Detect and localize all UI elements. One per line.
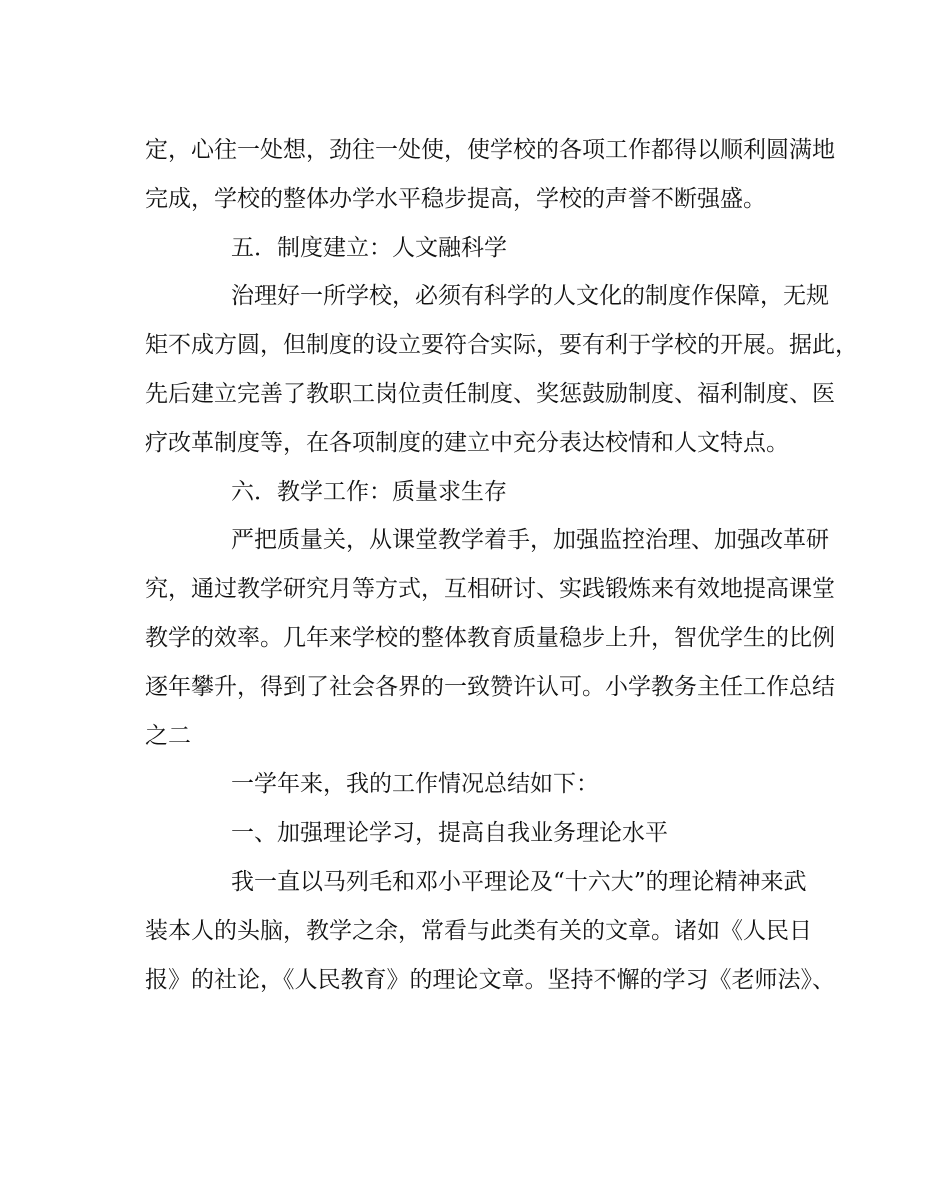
document-line: 装本人的头脑，教学之余，常看与此类有关的文章。诸如《人民日 [145,917,812,944]
document-line: 六．教学工作：质量求生存 [231,478,507,505]
document-line: 定，心往一处想，劲往一处使，使学校的各项工作都得以顺利圆满地 [145,137,835,163]
document-line: 完成，学校的整体办学水平稳步提高，学校的声誉不断强盛。 [145,185,766,212]
document-line: 一、加强理论学习，提高自我业务理论水平 [231,820,668,847]
document-line: 我一直以马列毛和邓小平理论及“十六大”的理论精神来武 [231,868,807,895]
document-line: 先后建立完善了教职工岗位责任制度、奖惩鼓励制度、福利制度、医 [145,380,835,407]
document-line: 究，通过教学研究月等方式，互相研讨、实践锻炼来有效地提高课堂 [145,576,835,603]
document-line: 逐年攀升，得到了社会各界的一致赞许认可。小学教务主任工作总结 [145,673,835,700]
document-line: 治理好一所学校，必须有科学的人文化的制度作保障，无规 [231,283,829,310]
document-line: 教学的效率。几年来学校的整体教育质量稳步上升，智优学生的比例 [145,624,835,651]
document-body [145,126,858,1004]
document-line: 矩不成方圆，但制度的设立要符合实际，要有利于学校的开展。据此， [145,332,858,359]
document-line: 报》的社论，《人民教育》的理论文章。坚持不懈的学习《老师法》、 [145,966,835,993]
document-line: 严把质量关，从课堂教学着手，加强监控治理、加强改革研 [231,527,829,554]
document-line: 五．制度建立：人文融科学 [231,234,507,261]
document-line: 疗改革制度等，在各项制度的建立中充分表达校情和人文特点。 [145,429,789,456]
document-line: 一学年来，我的工作情况总结如下： [231,771,599,798]
document-line: 之二 [145,722,191,749]
